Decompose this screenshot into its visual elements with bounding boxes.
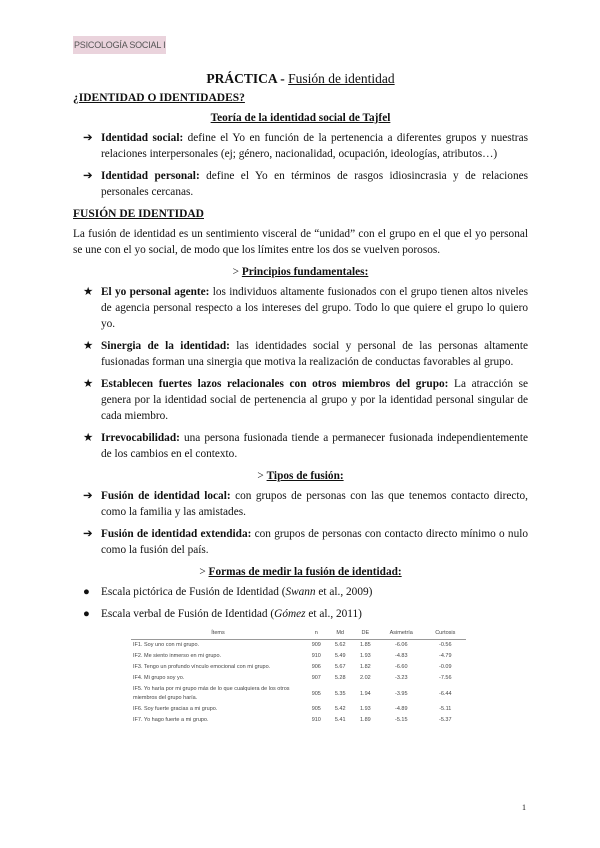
list-item: ● Escala pictórica de Fusión de Identidad (Swann et al., 2009) [83,586,373,598]
column-header: Md [328,628,353,640]
table-row [131,704,466,715]
table-cell: -0.56 [439,642,452,648]
table-cell: 1.93 [360,653,371,659]
table-cell: 910 [311,717,321,723]
bullet-icon: ★ [83,378,94,390]
table-cell: IF2. Me siento inmerso en mi grupo. [133,653,222,659]
table-cell: IF5. Yo haría por mi grupo más de lo que cualquiera de los otros miembros del grupo haría. [133,686,290,701]
table-cell: 905 [311,690,321,697]
bullet-icon: ➔ [83,528,93,540]
table-row [131,684,466,704]
subheading: Formas de medir la fusión de identidad: [208,566,402,578]
table-cell: 910 [311,653,321,659]
bullet-icon: ➔ [83,170,93,182]
section-heading: FUSIÓN DE IDENTIDAD [73,208,204,220]
document-page: PSICOLOGÍA SOCIAL I PRÁCTICA - Fusión de identidad ¿IDENTIDAD O IDENTIDADES? Teoría de la identidad social de Tajfel ➔ Identidad social: define el Yo en función de la pertenencia a diferentes grupos y nuestras relaciones interpersonales (ej; género, nacionalidad, ocupación, ideologías, atributos…) ➔ Identidad personal: define el Yo en términos de rasgos idiosincrasia y de relaciones personales cercanas. FUSIÓN DE IDENTIDAD La fusión de identidad es un sentimiento visceral de “unidad” con el grupo en el que el yo personal se une con el yo social, de modo que los límites entre los dos se vuelven porosos. > Principios fundamentales: ★ El yo personal agente: los individuos altamente fusionados con el grupo tienen altos niveles de agencia personal respecto a los intereses del grupo. Todo lo que quiere el grupo lo quiero yo. ★ Sinergia de la identidad: las identidades social y personal de las personas altamente fusionadas forman una sinergia que motiva la realización de conductas favorables al grupo. ★ Establecen fuertes lazos relacionales con otros miembros del grupo: La atracción se genera por la identidad social de pertenencia al grupo y por la identidad personal singular de cada miembro. ★ Irrevocabilidad: una persona fusionada tiende a permanecer fusionada independientemente de los cambios en el contexto. > Tipos de fusión: ➔ Fusión de identidad local: con grupos de personas con las que tenemos contacto directo, como la familia y las amistades. ➔ Fusión de identidad extendida: con grupos de personas con contacto directo mínimo o nulo como la fusión del país. > Formas de medir la fusión de identidad: ● Escala pictórica de Fusión de Identidad (Swann et al., 2009) ● Escala verbal de Fusión de Identidad (Gómez et al., 2011) Ítems n Md DE Asimetría Curtosis IF1. Soy uno con mi grupo. 909 5.62 1.85 -6.06 -0.56 IF2. Me siento inmerso en mi grupo. 910 5.49 1.93 -4.83 -4.79 IF3. Tengo un profundo vínculo emocional con mi grupo. 906 5.67 1.82 -6.60 -0.09 IF4. Mi grupo soy yo. 907 5.28 2.02 -3.23 -7.56 IF5. Yo haría por mi grupo más de lo que cualquiera de los otros miembros del grupo haría. 905 5.35 1.94 -3.95 -6.44 IF6. Soy fuerte gracias a mi grupo. 905 5.42 1.93 -4.89 -5.11 IF7. Yo hago fuerte a mi grupo. 910 5.41 1.89 -5.15 -5.37 1 [0,0,600,848]
table-cell: -3.95 [394,690,408,697]
column-header: Curtosis [425,628,466,640]
list-item: ● Escala verbal de Fusión de Identidad (Gómez et al., 2011) [83,608,362,620]
list-item: ★ Irrevocabilidad: una persona fusionada tiende a permanecer fusionada independientemente de los cambios en el contexto. [83,432,528,460]
table-row [131,662,466,673]
table-cell: 5.49 [334,653,346,659]
table-cell: 5.41 [334,717,346,723]
running-header: PSICOLOGÍA SOCIAL I [73,36,166,54]
bullet-icon: ★ [83,432,94,444]
table-cell: IF3. Tengo un profundo vínculo emocional con mi grupo. [133,664,271,670]
table-cell: -6.44 [439,690,452,697]
table-cell: -6.06 [394,642,408,648]
table-cell: -5.11 [439,706,452,712]
subheading: Tipos de fusión: [266,470,344,482]
bullet-icon: ● [83,608,90,620]
table-cell: 5.62 [334,642,346,648]
section-heading: ¿IDENTIDAD O IDENTIDADES? [73,92,245,104]
table-cell: 5.42 [334,706,346,712]
subheading: Principios fundamentales: [241,266,369,278]
list-item: ➔ Fusión de identidad extendida: con grupos de personas con contacto directo mínimo o nulo como la fusión del país. [83,528,528,556]
column-header: n [305,628,328,640]
table-cell: 1.82 [360,664,371,670]
table-cell: -5.15 [394,717,408,723]
table-row [131,651,466,662]
fusion-scale-table [131,628,466,726]
table-cell: -4.83 [394,653,408,659]
table-row [131,715,466,726]
table-cell: IF1. Soy uno con mi grupo. [133,642,200,648]
bullet-icon: ● [83,586,90,598]
table-cell: -6.60 [394,664,408,670]
table-cell: -3.23 [394,675,408,681]
table-row [131,640,466,652]
bullet-icon: ➔ [83,490,93,502]
list-item: ★ Establecen fuertes lazos relacionales con otros miembros del grupo: La atracción se genera por la identidad social de pertenencia al grupo y por la identidad personal singular de cada miembro. [83,378,528,422]
table-cell: 1.94 [360,690,371,697]
table-cell: IF6. Soy fuerte gracias a mi grupo. [133,706,218,712]
table-cell: 2.02 [360,675,371,681]
page-number: 1 [522,803,526,812]
table-cell: 5.35 [334,690,346,697]
list-item: ★ El yo personal agente: los individuos altamente fusionados con el grupo tienen altos niveles de agencia personal respecto a los intereses del grupo. Todo lo que quiere el grupo lo quiero yo. [83,286,528,330]
table-cell: -4.89 [394,706,408,712]
table-cell: IF4. Mi grupo soy yo. [133,675,185,681]
list-item: ➔ Fusión de identidad local: con grupos de personas con las que tenemos contacto directo, como la familia y las amistades. [83,490,528,518]
table-cell: -7.56 [439,675,452,681]
table-cell: IF7. Yo hago fuerte a mi grupo. [133,717,209,723]
table-cell: -5.37 [439,717,452,723]
list-item: ➔ Identidad social: define el Yo en función de la pertenencia a diferentes grupos y nuestras relaciones interpersonales (ej; género, nacionalidad, ocupación, ideologías, atributos…) [83,132,528,160]
column-header: DE [353,628,378,640]
table-cell: -4.79 [439,653,452,659]
intro-paragraph: La fusión de identidad es un sentimiento visceral de “unidad” con el grupo en el que el yo personal se une con el yo social, de modo que los límites entre los dos se vuelven porosos. [73,228,528,256]
table-cell: 906 [311,664,321,670]
bullet-icon: ★ [83,286,94,298]
list-item: ➔ Identidad personal: define el Yo en términos de rasgos idiosincrasia y de relaciones personales cercanas. [83,170,529,198]
bullet-icon: ★ [83,340,94,352]
column-header: Asimetría [378,628,425,640]
table-cell: 1.85 [360,642,371,648]
table-cell: 1.93 [360,706,371,712]
table-cell: 909 [311,642,321,648]
bullet-icon: ➔ [83,132,93,144]
table-cell: 5.67 [334,664,346,670]
table-cell: 5.28 [334,675,346,681]
page-title: PRÁCTICA - Fusión de identidad [206,71,395,86]
table-cell: 905 [311,706,321,712]
subheading: Teoría de la identidad social de Tajfel [210,112,391,124]
table-cell: 907 [311,675,321,681]
list-item: ★ Sinergia de la identidad: las identidades social y personal de las personas altamente fusionadas forman una sinergia que motiva la realización de conductas favorables al grupo. [83,340,528,368]
column-header: Ítems [131,628,305,640]
table-row [131,673,466,684]
table-cell: -0.09 [439,664,452,670]
table-cell: 1.89 [360,717,371,723]
